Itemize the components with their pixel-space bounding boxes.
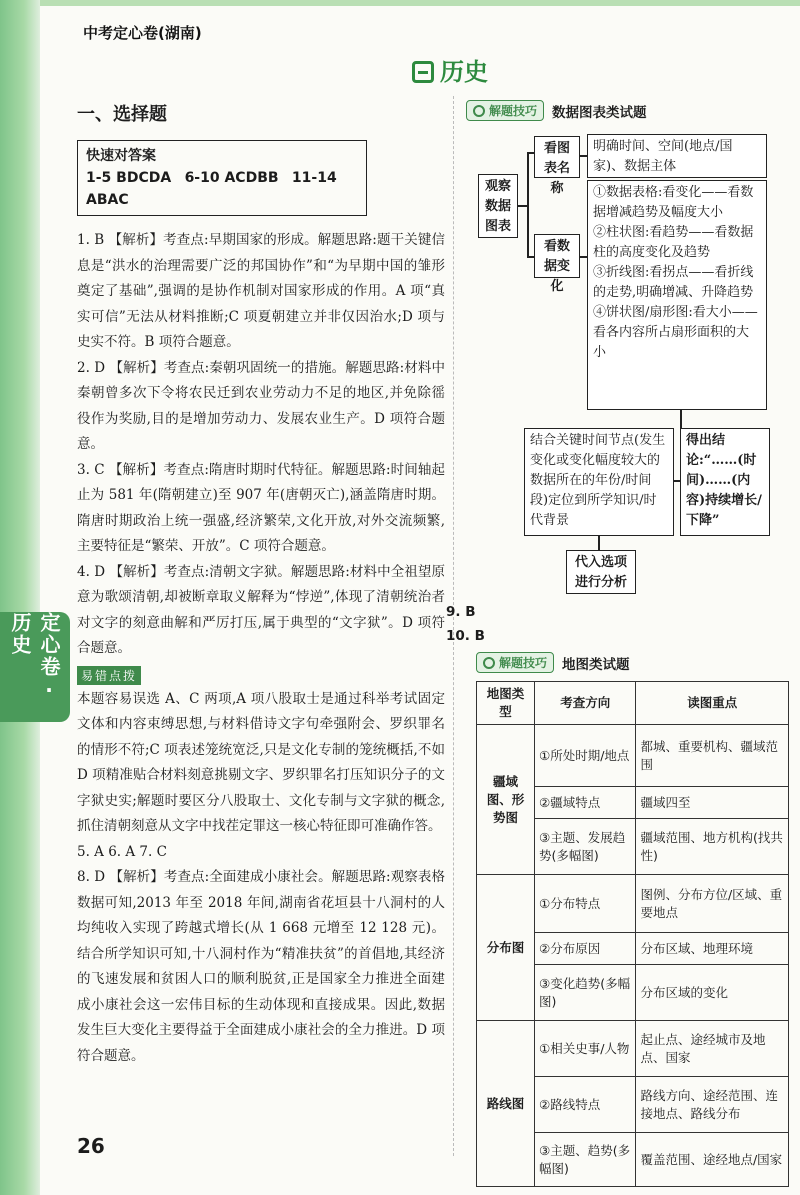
map-type-table	[476, 681, 789, 1187]
table-cell: 路线方向、途经范围、连接地点、路线分布	[636, 1077, 789, 1133]
flow-data-item-4: ④饼状图/扇形图:看大小——看各内容所占扇形面积的大小	[593, 305, 758, 360]
page-edge-strip	[0, 0, 40, 1195]
table-cell: 图例、分布方位/区域、重要地点	[636, 875, 789, 933]
flow-substitute: 代入选项进行分析	[566, 550, 636, 594]
key-icon	[483, 657, 495, 669]
map-type-cell: 分布图	[477, 875, 535, 1021]
table-cell: 起止点、途经城市及地点、国家	[636, 1021, 789, 1077]
flow-conclusion: 得出结论:“……(时间)……(内容)持续增长/下降”	[680, 428, 770, 536]
column-divider	[453, 96, 454, 1156]
answer-range-3: 11-14 ABAC	[86, 170, 337, 208]
running-title: 中考定心卷(湖南)	[83, 24, 202, 42]
skill-badge: 解题技巧	[476, 652, 554, 673]
table-cell: 疆域四至	[636, 787, 789, 819]
skill-header-charts	[466, 100, 796, 121]
answer-range-1: 1-5 BDCDA	[86, 170, 172, 186]
table-header: 读图重点	[636, 682, 789, 725]
table-cell: 都城、重要机构、疆域范围	[636, 725, 789, 787]
table-cell: ①分布特点	[535, 875, 636, 933]
answer-box	[77, 140, 367, 216]
table-cell: 覆盖范围、途经地点/国家	[636, 1133, 789, 1187]
subject-title	[360, 52, 540, 87]
answer-box-label: 快速对答案	[86, 148, 156, 164]
table-cell: ①相关史事/人物	[535, 1021, 636, 1077]
flow-look-data: 看数据变化	[534, 234, 580, 278]
table-row	[477, 725, 789, 787]
map-type-cell: 路线图	[477, 1021, 535, 1187]
skill-badge: 解题技巧	[466, 100, 544, 121]
table-header-row	[477, 682, 789, 725]
question-8-explanation: 8. D 【解析】考查点:全面建成小康社会。解题思路:观察表格数据可知,2013 年至 2018 年间,湖南省花垣县十八洞村的人均纯收入实现了跨越式增长(从 1 668 元增至 12 128 元)。结合所学知识可知,十八洞村作为“精准扶贫”的首倡地,其经济的飞速发展和贫困人口的顺利脱贫,正是国家全力推进全面建成小康社会这一宏伟目标的生动体现和直接成果。因此,数据发生巨大变化主要得益于全面建成小康社会的全力推进。D 项符合题意。	[77, 869, 445, 1064]
question-9-answer: 9. B	[446, 604, 476, 620]
question-3-explanation: 3. C 【解析】考查点:隋唐时期时代特征。解题思路:时间轴起止为 581 年(隋朝建立)至 907 年(唐朝灭亡),涵盖隋唐时期。隋唐时期政治上统一强盛,经济繁荣,文化开放,对外交流频繁,主要特征是“繁荣、开放”。C 项符合题意。	[77, 461, 445, 554]
table-cell: ②分布原因	[535, 933, 636, 965]
table-row	[477, 1021, 789, 1077]
table-cell: ②疆域特点	[535, 787, 636, 819]
flow-data-item-1: ①数据表格:看变化——看数据增减趋势及幅度大小	[593, 185, 754, 220]
skill-header-maps	[476, 652, 630, 673]
table-cell: ③主题、趋势(多幅图)	[535, 1133, 636, 1187]
question-10-answer: 10. B	[446, 628, 485, 644]
left-column	[77, 100, 445, 1069]
side-tab: 定心卷·历史	[0, 612, 70, 722]
table-cell: ③主题、发展趋势(多幅图)	[535, 819, 636, 875]
map-type-cell: 疆域图、形势图	[477, 725, 535, 875]
flow-root: 观察数据图表	[478, 174, 518, 238]
skill-title: 数据图表类试题	[552, 104, 647, 121]
questions-5-7-answers: 5. A 6. A 7. C	[77, 843, 167, 860]
flow-look-data-desc	[587, 180, 767, 410]
answer-range-2: 6-10 ACDBB	[184, 170, 279, 186]
subject-label: 历史	[440, 58, 488, 86]
question-4-explanation: 4. D 【解析】考查点:清朝文字狱。解题思路:材料中全祖望原意为歌颂清朝,却被断章取义解释为“悖逆”,体现了清朝统治者对文字的刻意曲解和严厉打压,属于典型的“文字狱”。D 项符合题意。	[77, 563, 445, 656]
table-row	[477, 875, 789, 933]
section-title: 一、选择题	[77, 104, 167, 125]
book-icon	[412, 61, 434, 83]
table-cell: ②路线特点	[535, 1077, 636, 1133]
flow-look-title-desc: 明确时间、空间(地点/国家)、数据主体	[587, 134, 767, 178]
error-tip-label: 易错点拨	[77, 666, 141, 685]
answer-row	[86, 167, 358, 211]
table-header: 考查方向	[535, 682, 636, 725]
question-1-explanation: 1. B 【解析】考查点:早期国家的形成。解题思路:题干关键信息是“洪水的治理需要广泛的邦国协作”和“为早期中国的雏形奠定了基础”,强调的是协作机制对国家形成的作用。A 项“真实可信”无法从材料推断;C 项夏朝建立并非仅因治水;D 项与史实不符。B 项符合题意。	[77, 232, 445, 350]
key-icon	[473, 105, 485, 117]
flow-data-item-2: ②柱状图:看趋势——看数据柱的高度变化及趋势	[593, 225, 754, 260]
question-2-explanation: 2. D 【解析】考查点:秦朝巩固统一的措施。解题思路:材料中秦朝曾多次下令将农民迁到农业劳动力不足的地区,并免除徭役作为奖励,目的是增加劳动力、发展农业生产。D 项符合题意。	[77, 359, 445, 452]
table-cell: 疆域范围、地方机构(找共性)	[636, 819, 789, 875]
table-cell: 分布区域的变化	[636, 965, 789, 1021]
table-cell: 分布区域、地理环境	[636, 933, 789, 965]
flow-combine: 结合关键时间节点(发生变化或变化幅度较大的数据所在的年份/时间段)定位到所学知识/时代背景	[524, 428, 674, 536]
flow-data-item-3: ③折线图:看拐点——看折线的走势,明确增减、升降趋势	[593, 265, 754, 300]
table-cell: ③变化趋势(多幅图)	[535, 965, 636, 1021]
error-tip-text: 本题容易误选 A、C 两项,A 项八股取士是通过科举考试固定文体和内容束缚思想,与材料借诗文字句牵强附会、罗织罪名的情形不符;C 项表述笼统宽泛,只是文化专制的笼统概括,不如 D 项精准贴合材料刻意挑剔文字、罗织罪名打压知识分子的文字狱史实;解题时要区分八股取士、文化专制与文字狱的概念,抓住清朝刻意从文字中找茬定罪这一核心特征即可准确作答。	[77, 690, 445, 834]
right-column	[466, 100, 796, 121]
table-header: 地图类型	[477, 682, 535, 725]
page-number: 26	[77, 1134, 105, 1158]
top-border	[40, 0, 800, 6]
flow-look-title: 看图表名称	[534, 136, 580, 178]
skill-title: 地图类试题	[562, 656, 630, 673]
table-cell: ①所处时期/地点	[535, 725, 636, 787]
